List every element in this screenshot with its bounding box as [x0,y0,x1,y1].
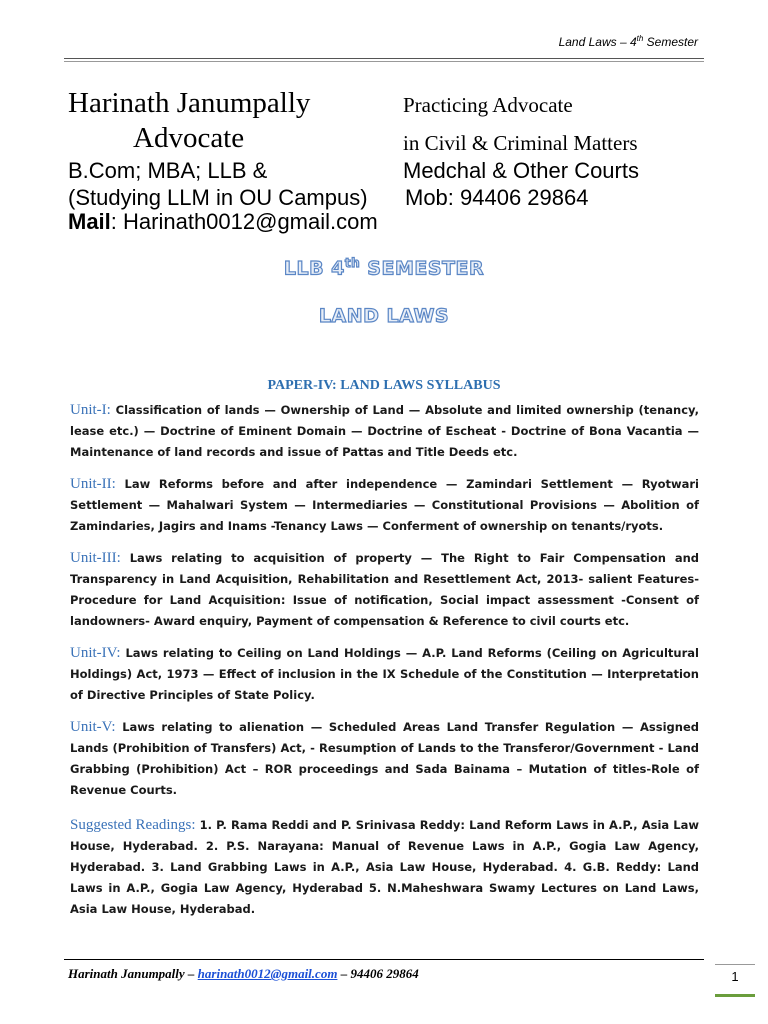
page-number: 1 [715,964,755,993]
unit-2: Unit-II: Law Reforms before and after independence — Zamindari Settlement — Ryotwari Settlement — Mahalwari System — Intermediaries — Constitutional Provisions — Abolition of Zamindaries, Jagirs and Inams -Tenancy Laws — Conferment of ownership on tenants/ryots. [70,476,699,533]
banner-land-laws: LAND LAWS [318,305,450,327]
header-rule [64,58,704,59]
mail-label: Mail [68,209,111,234]
practice-line-2: in Civil & Criminal Matters [403,131,638,155]
author-studying: (Studying LLM in OU Campus) [68,185,368,210]
syllabus-heading: PAPER-IV: LAND LAWS SYLLABUS [267,378,501,393]
page-number-bar [715,994,755,997]
author-mobile: Mob: 94406 29864 [405,185,589,210]
author-mail [68,209,378,235]
footer: Harinath Janumpally – harinath0012@gmail.com – 94406 29864 [68,966,419,981]
author-title: Advocate [133,122,245,154]
suggested-readings: Suggested Readings: 1. P. Rama Reddi and P. Srinivasa Reddy: Land Reform Laws in A.P., Asia Law House, Hyderabad. 2. P.S. Narayana: Manual of Revenue Laws in A.P., Gogia Law Agency, Hyderabad. 3. Land Grabbing Laws in A.P., Asia Law House, Hyderabad. 4. G.B. Reddy: Land Laws in A.P., Gogia Law Agency, Hyderabad 5. N.Maheshwara Swamy Lectures on Land Laws, Asia Law House, Hyderabad. [70,817,699,916]
unit-1: Unit-I: Classification of lands — Ownership of Land — Absolute and limited ownership (tenancy, lease etc.) — Doctrine of Eminent Domain — Doctrine of Escheat - Doctrine of Bona Vacantia — Maintenance of land records and issue of Pattas and Title Deeds etc. [70,402,699,459]
footer-email-link[interactable]: harinath0012@gmail.com [197,966,338,981]
unit-3: Unit-III: Laws relating to acquisition of property — The Right to Fair Compensation and Transparency in Land Acquisition, Rehabilitation and Resettlement Act, 2013- salient Features-Procedure for Land Acquisition: Issue of notification, Social impact assessment -Consent of landowners- Award enquiry, Payment of compensation & Reference to civil courts etc. [70,550,699,628]
author-name: Harinath Janumpally [68,87,311,119]
header-rule-secondary [64,61,704,62]
unit-4: Unit-IV: Laws relating to Ceiling on Land Holdings — A.P. Land Reforms (Ceiling on Agricultural Holdings) Act, 1973 — Effect of inclusion in the IX Schedule of the Constitution — Interpretation of Directive Principles of State Policy. [70,645,699,702]
running-header: Land Laws – 4th Semester [558,34,698,49]
banner-semester: LLB 4th SEMESTER [283,256,485,280]
author-degrees: B.Com; MBA; LLB & [68,158,268,183]
practice-line-1: Practicing Advocate [403,93,573,117]
footer-rule [64,959,704,960]
mail-value: : Harinath0012@gmail.com [110,209,378,234]
author-courts: Medchal & Other Courts [403,158,639,183]
unit-5: Unit-V: Laws relating to alienation — Scheduled Areas Land Transfer Regulation — Assigned Lands (Prohibition of Transfers) Act, - Resumption of Lands to the Transferor/Government - Land Grabbing (Prohibition) Act – ROR proceedings and Sada Bainama – Mutation of titles-Role of Revenue Courts. [70,719,699,797]
